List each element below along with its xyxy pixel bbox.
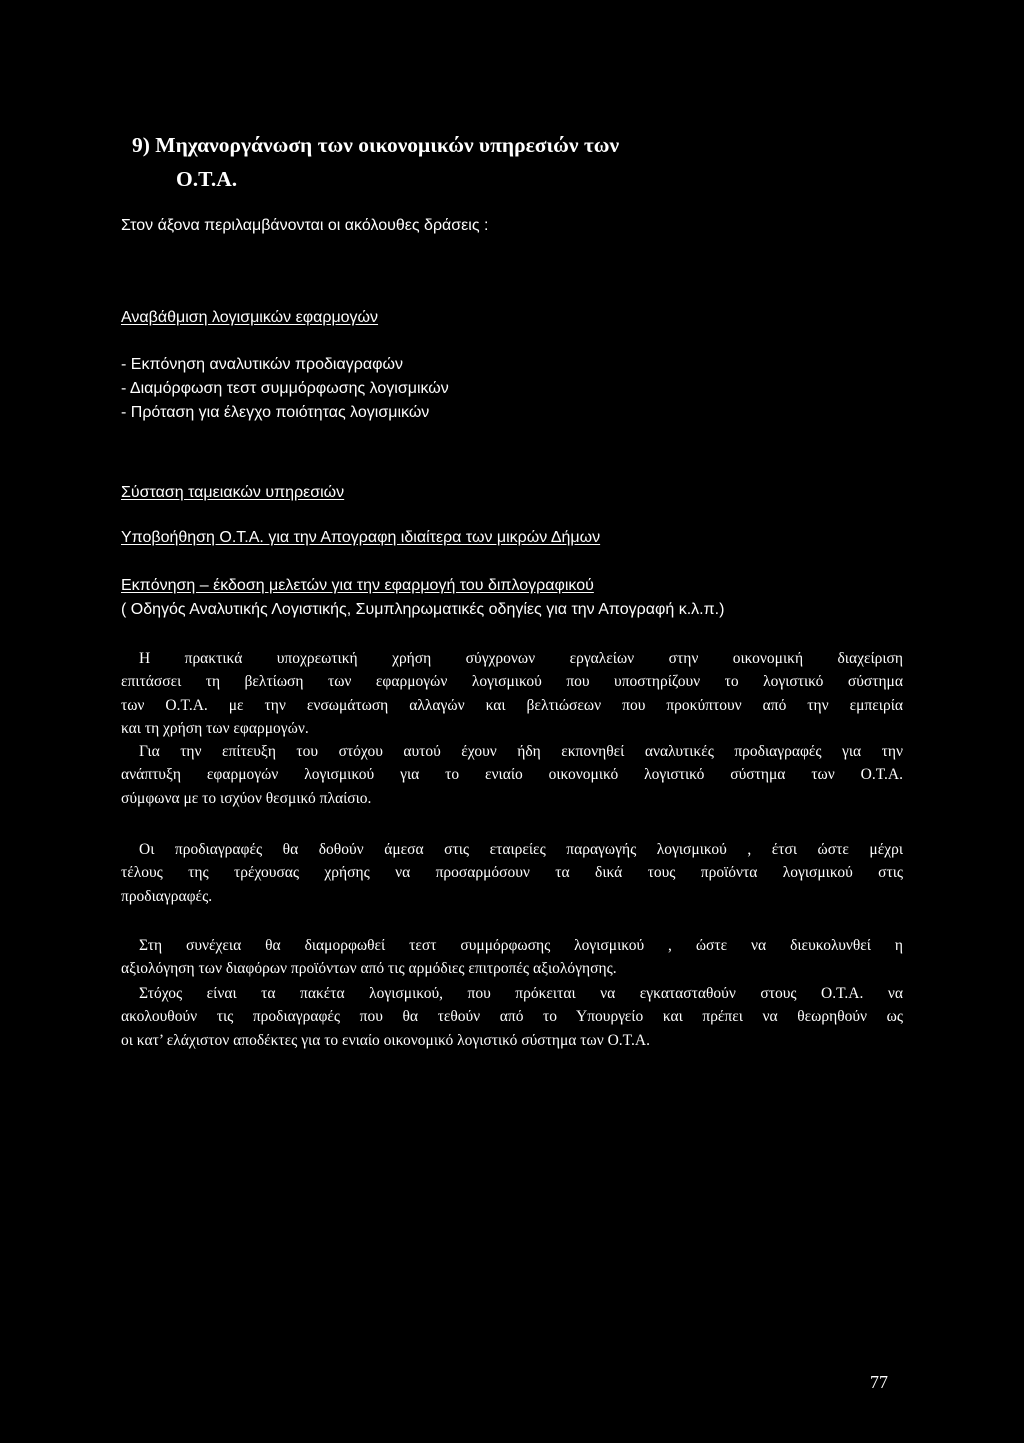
paragraph-line: Η πρακτικά υποχρεωτική χρήση σύγχρονων εργαλείων στην οικονομική διαχείριση [139, 650, 903, 667]
paragraph-line: σύμφωνα με το ισχύον θεσμικό πλαίσιο. [121, 789, 372, 807]
paragraph [121, 934, 903, 981]
paragraph-line: οι κατ’ ελάχιστον αποδέκτες για το ενιαίο οικονομικό λογιστικό σύστημα των Ο.Τ.Α. [121, 1031, 650, 1049]
paragraph-line: ακολουθούν τις προδιαγραφές που θα τεθούν από το Υπουργείο και πρέπει να θεωρηθούν ως [121, 1008, 903, 1026]
paragraph-line: ανάπτυξη εφαρμογών λογισμικού για το ενιαίο οικονομικό λογιστικό σύστημα των Ο.Τ.Α. [121, 766, 903, 784]
paragraph [121, 647, 903, 741]
section-heading-line-1: 9) Μηχανοργάνωση των οικονομικών υπηρεσιών των [132, 133, 620, 157]
section-heading [132, 128, 619, 196]
intro-text: Στον άξονα περιλαμβάνονται οι ακόλουθες δράσεις : [121, 217, 489, 234]
paragraph-line: Για την επίτευξη του στόχου αυτού έχουν ήδη εκπονηθεί αναλυτικές προδιαγραφές για την [139, 743, 903, 760]
list-item: - Πρόταση για έλεγχο ποιότητας λογισμικών [121, 404, 430, 421]
section-title-inventory-support: Υποβοήθηση Ο.Τ.Α. για την Απογραφη ιδιαίτερα των μικρών Δήμων [121, 529, 601, 546]
section-title-treasury-services: Σύσταση ταμειακών υπηρεσιών [121, 484, 345, 501]
paragraph [121, 838, 903, 908]
page-number: 77 [870, 1372, 888, 1392]
paragraph-line: Στη συνέχεια θα διαμορφωθεί τεστ συμμόρφωσης λογισμικού , ώστε να διευκολυνθεί η [139, 937, 903, 954]
paragraph-line: και τη χρήση των εφαρμογών. [121, 720, 309, 738]
section-subtitle-studies: ( Οδηγός Αναλυτικής Λογιστικής, Συμπληρωματικές οδηγίες για την Απογραφή κ.λ.π.) [121, 601, 725, 618]
paragraph-line: Οι προδιαγραφές θα δοθούν άμεσα στις εταιρείες παραγωγής λογισμικού , έτσι ώστε μέχρι [139, 841, 903, 858]
paragraph-line: αξιολόγηση των διαφόρων προϊόντων από τις αρμόδιες επιτροπές αξιολόγησης. [121, 960, 617, 978]
paragraph-line: προδιαγραφές. [121, 887, 213, 905]
paragraph-line: των Ο.Τ.Α. με την ενσωμάτωση αλλαγών και βελτιώσεων που προκύπτουν από την εμπειρία [121, 696, 903, 714]
paragraph-line: τέλους της τρέχουσας χρήσης να προσαρμόσουν τα δικά τους προϊόντα λογισμικού στις [121, 864, 903, 882]
paragraph-line: Στόχος είναι τα πακέτα λογισμικού, που πρόκειται να εγκατασταθούν στους Ο.Τ.Α. να [139, 985, 903, 1002]
paragraph [121, 982, 903, 1052]
section-title-software-upgrade: Αναβάθμιση λογισμικών εφαρμογών [121, 309, 379, 326]
section-title-studies: Εκπόνηση – έκδοση μελετών για την εφαρμογή του διπλογραφικού [121, 577, 594, 594]
section-heading-line-2: Ο.Τ.Α. [176, 167, 238, 191]
paragraph-line: επιτάσσει τη βελτίωση των εφαρμογών λογισμικού που υποστηρίζουν το λογιστικό σύστημα [121, 673, 903, 691]
list-item: - Εκπόνηση αναλυτικών προδιαγραφών [121, 356, 403, 373]
paragraph [121, 740, 903, 810]
list-item: - Διαμόρφωση τεστ συμμόρφωσης λογισμικών [121, 380, 449, 397]
